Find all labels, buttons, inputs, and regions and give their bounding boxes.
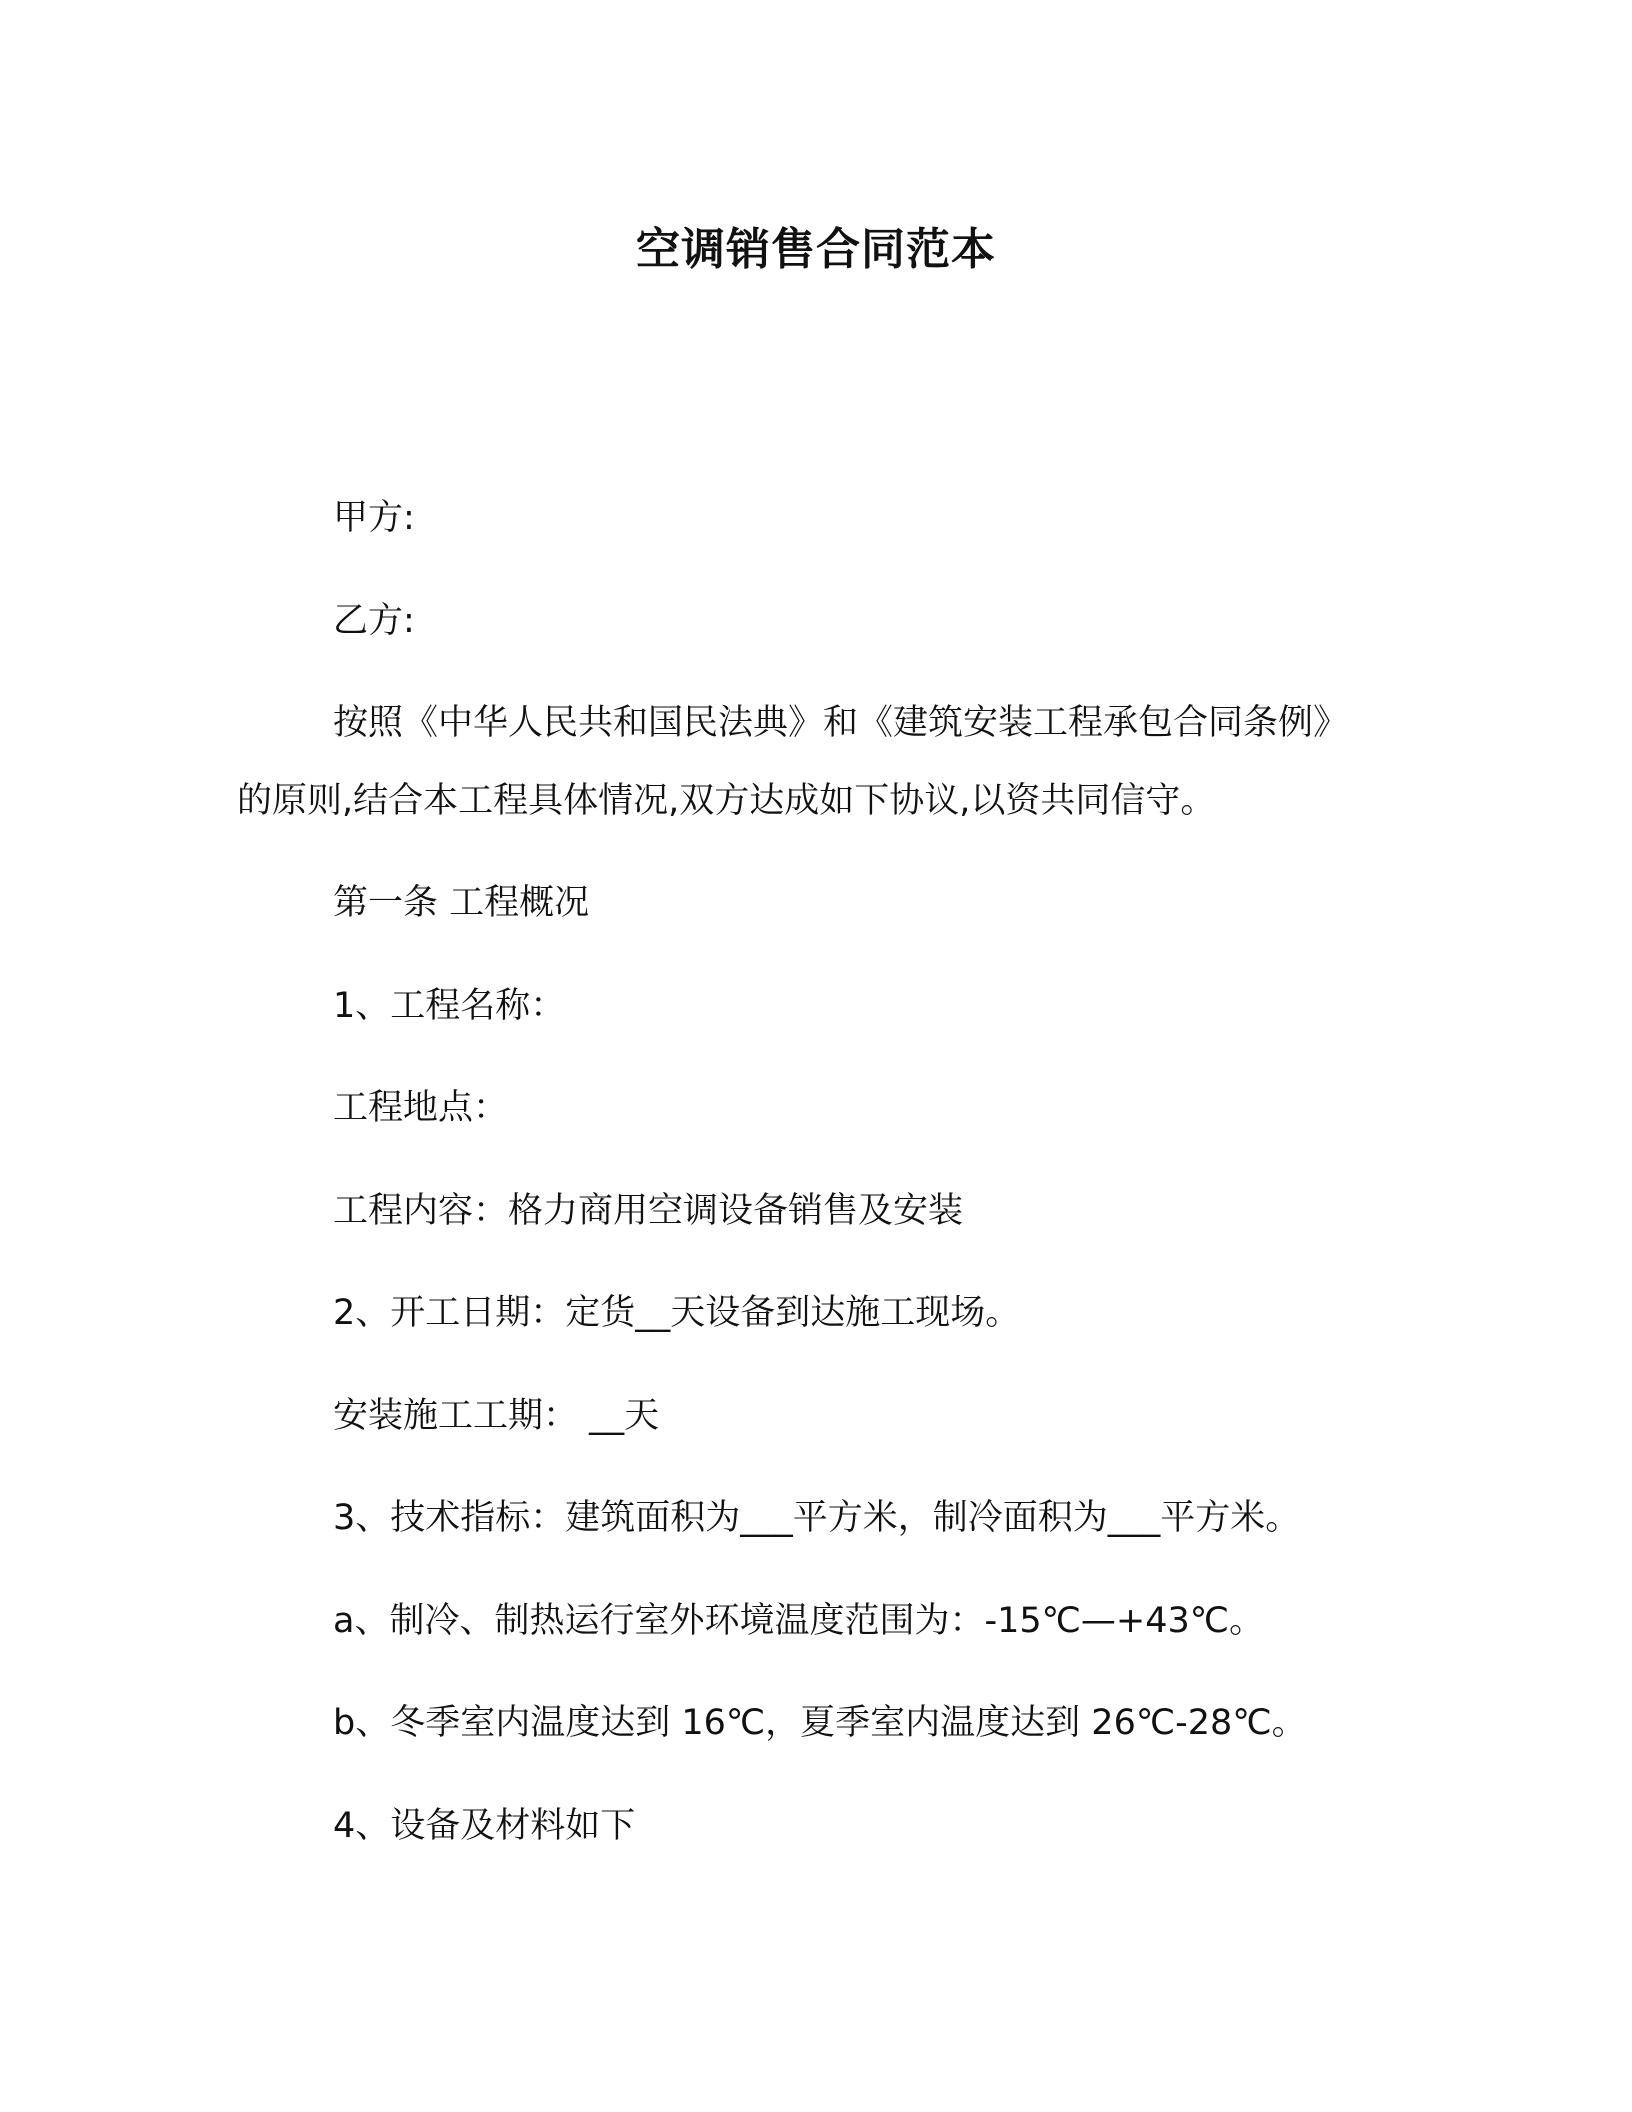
- intro-paragraph-line-2: 的原则,结合本工程具体情况,双方达成如下协议,以资共同信守。: [237, 781, 1216, 821]
- intro-paragraph-line-1: 按照《中华人民共和国民法典》和《建筑安装工程承包合同条例》: [333, 703, 1349, 743]
- install-period-item: 安装施工工期： __天: [333, 1396, 660, 1436]
- temperature-range-item: a、制冷、制热运行室外环境温度范围为：-15℃—+43℃。: [333, 1601, 1265, 1641]
- project-content-item: 工程内容：格力商用空调设备销售及安装: [333, 1191, 964, 1231]
- tech-index-item: 3、技术指标：建筑面积为___平方米，制冷面积为___平方米。: [333, 1498, 1301, 1538]
- party-b-label: 乙方:: [333, 601, 415, 641]
- project-name-item: 1、工程名称：: [333, 986, 566, 1026]
- indoor-temperature-item: b、冬季室内温度达到 16℃，夏季室内温度达到 26℃-28℃。: [333, 1703, 1307, 1743]
- equipment-materials-item: 4、设备及材料如下: [333, 1806, 636, 1846]
- party-a-label: 甲方:: [333, 498, 415, 538]
- project-location-item: 工程地点：: [333, 1088, 509, 1128]
- document-title: 空调销售合同范本: [636, 224, 996, 275]
- article-1-heading: 第一条 工程概况: [333, 883, 590, 923]
- start-date-item: 2、开工日期：定货__天设备到达施工现场。: [333, 1293, 1021, 1333]
